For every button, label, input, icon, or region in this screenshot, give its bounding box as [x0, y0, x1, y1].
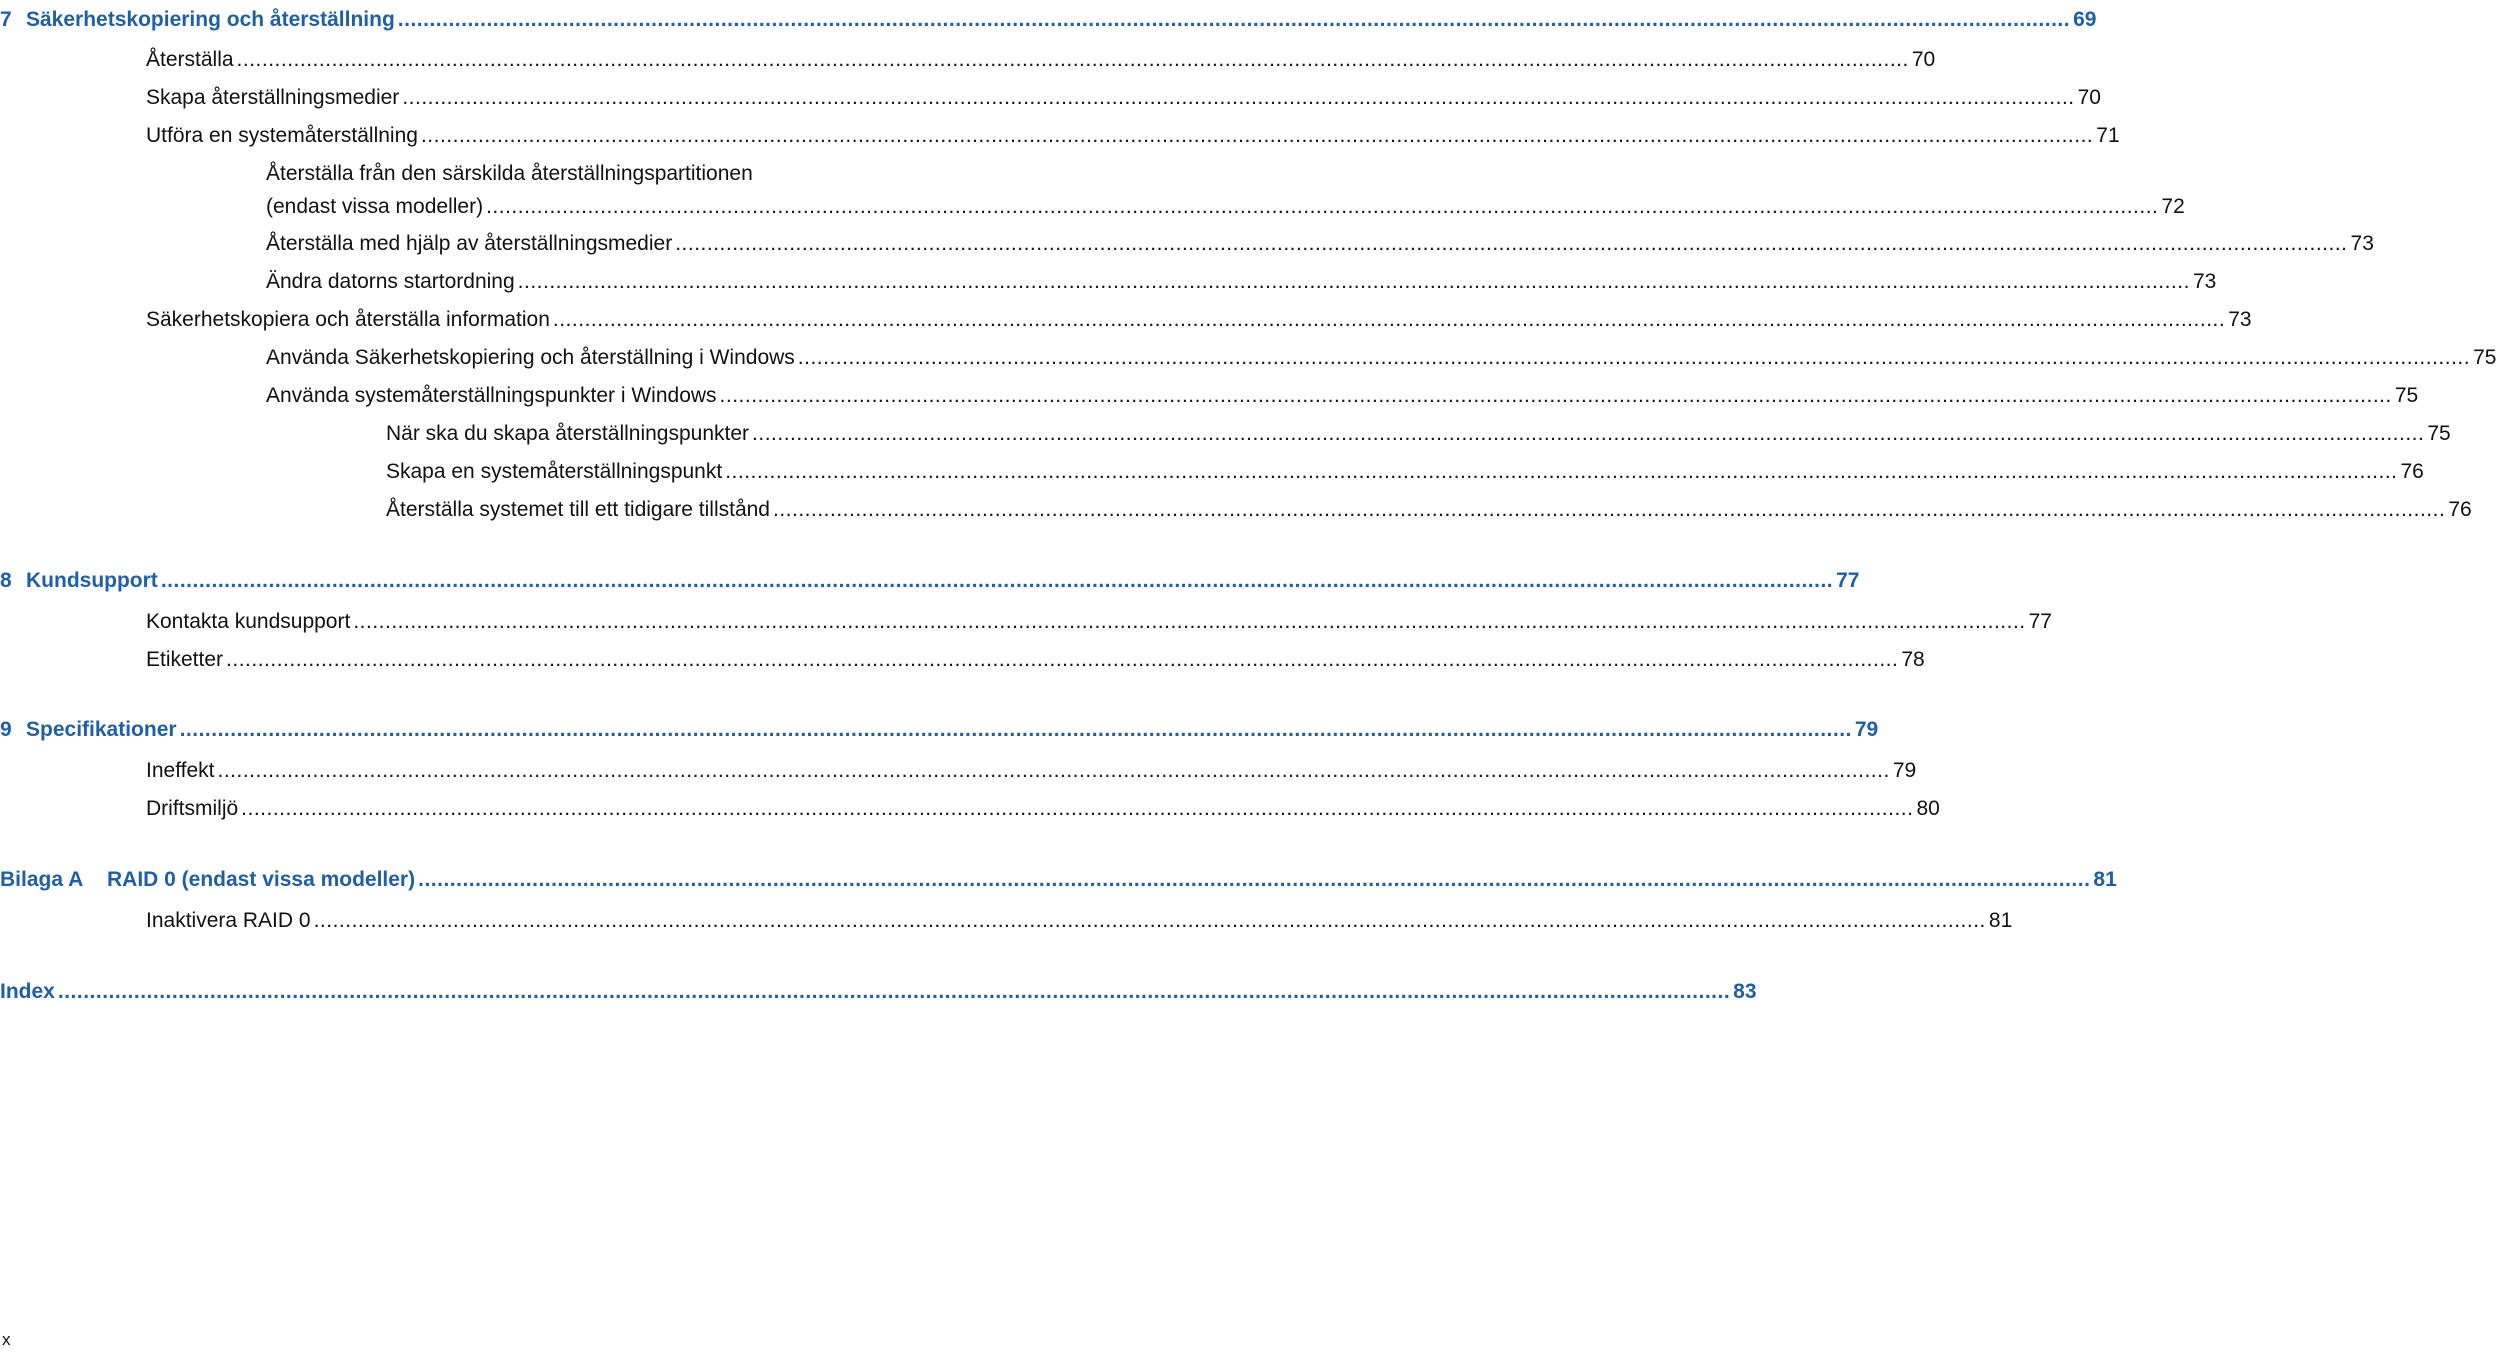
- leader-dots: [58, 979, 1730, 1005]
- leader-dots: [773, 497, 2445, 523]
- entry-title: Använda Säkerhetskopiering och återställning i Windows: [266, 346, 795, 369]
- toc-chapter-8[interactable]: [0, 568, 1860, 594]
- leader-dots: [675, 231, 2347, 257]
- toc-entry[interactable]: [0, 609, 2052, 635]
- toc-entry[interactable]: [0, 421, 2451, 447]
- leader-dots: [161, 568, 1833, 594]
- page-ref: 73: [2192, 270, 2217, 293]
- toc-entry[interactable]: [0, 908, 2013, 934]
- entry-title: Ändra datorns startordning: [266, 270, 515, 293]
- leader-dots: [720, 383, 2392, 409]
- page-ref: 83: [1733, 980, 1757, 1003]
- toc-index[interactable]: [0, 979, 1757, 1005]
- leader-dots: [553, 307, 2225, 333]
- leader-dots: [226, 647, 1898, 673]
- entry-title: Utföra en systemåterställning: [146, 124, 418, 147]
- entry-title: (endast vissa modeller): [266, 195, 484, 218]
- leader-dots: [180, 717, 1852, 743]
- entry-title: Återställa systemet till ett tidigare tillstånd: [386, 498, 770, 521]
- toc-entry[interactable]: [0, 647, 1925, 673]
- toc-entry[interactable]: [0, 497, 2472, 523]
- chapter-number: 8: [0, 569, 12, 592]
- page-ref: 77: [1836, 569, 1860, 592]
- entry-title: Säkerhetskopiera och återställa information: [146, 308, 550, 331]
- leader-dots: [518, 269, 2190, 295]
- toc-entry[interactable]: [0, 758, 1917, 784]
- entry-title: Återställa: [146, 48, 234, 71]
- leader-dots: [798, 345, 2470, 371]
- page-ref: 73: [2350, 232, 2374, 255]
- leader-dots: [353, 609, 2025, 635]
- page-ref: 81: [2093, 868, 2117, 891]
- toc-entry[interactable]: [0, 307, 2252, 333]
- leader-dots: [486, 194, 2158, 220]
- entry-title: Skapa en systemåterställningspunkt: [386, 460, 723, 483]
- page-ref: 77: [2028, 610, 2052, 633]
- page-ref: 76: [2400, 460, 2424, 483]
- chapter-number: 7: [0, 8, 12, 31]
- toc-entry[interactable]: [0, 796, 1940, 822]
- toc-entry[interactable]: [0, 383, 2419, 409]
- toc-entry[interactable]: [0, 47, 1936, 73]
- page-ref: 81: [1988, 909, 2013, 932]
- leader-dots: [218, 758, 1890, 784]
- leader-dots: [421, 123, 2093, 149]
- page-ref: 79: [1854, 718, 1879, 741]
- toc-entry[interactable]: [0, 85, 2101, 111]
- entry-title: Återställa med hjälp av återställningsmedier: [266, 232, 673, 255]
- toc-entry[interactable]: [0, 345, 2496, 371]
- page-ref: 70: [1911, 48, 1936, 71]
- leader-dots: [237, 47, 1909, 73]
- page-ref: 76: [2448, 498, 2472, 521]
- page-ref: 78: [1901, 648, 1925, 671]
- toc-entry[interactable]: [0, 459, 2424, 485]
- entry-title: Kontakta kundsupport: [146, 610, 351, 633]
- entry-title: Etiketter: [146, 648, 224, 671]
- page-ref: 72: [2161, 195, 2185, 218]
- page-ref: 79: [1892, 759, 1917, 782]
- page-ref: 75: [2427, 422, 2451, 445]
- toc-entry[interactable]: [0, 269, 2217, 295]
- entry-title: Driftsmiljö: [146, 797, 239, 820]
- page-ref: 71: [2096, 124, 2120, 147]
- leader-dots: [752, 421, 2424, 447]
- appendix-label: Bilaga A: [0, 868, 84, 891]
- entry-title: Ineffekt: [146, 759, 215, 782]
- entry-title-line1[interactable]: Återställa från den särskilda återställningspartitionen: [266, 162, 753, 185]
- leader-dots: [402, 85, 2074, 111]
- leader-dots: [725, 459, 2397, 485]
- page-number: x: [2, 1330, 11, 1349]
- entry-title: Inaktivera RAID 0: [146, 909, 311, 932]
- chapter-title: 9 Specifikationer: [0, 718, 177, 741]
- page-ref: 69: [2073, 8, 2097, 31]
- toc-entry[interactable]: [0, 123, 2120, 149]
- chapter-number: 9: [0, 718, 12, 741]
- index-title: Index: [0, 980, 55, 1003]
- entry-title: Skapa återställningsmedier: [146, 86, 400, 109]
- page-ref: 80: [1916, 797, 1940, 820]
- leader-dots: [418, 867, 2090, 893]
- leader-dots: [241, 796, 1913, 822]
- page-ref: 75: [2394, 384, 2419, 407]
- toc-chapter-7[interactable]: [0, 7, 2097, 33]
- chapter-title: 7 Säkerhetskopiering och återställning: [0, 8, 395, 31]
- chapter-title: 8 Kundsupport: [0, 569, 158, 592]
- appendix-title: Bilaga A RAID 0 (endast vissa modeller): [0, 868, 416, 891]
- page-ref: 70: [2077, 86, 2101, 109]
- entry-title: Använda systemåterställningspunkter i Windows: [266, 384, 717, 407]
- toc-appendix-a[interactable]: [0, 867, 2117, 893]
- page-ref: 75: [2473, 346, 2496, 369]
- leader-dots: [398, 7, 2070, 33]
- toc-entry[interactable]: [0, 231, 2374, 257]
- toc-chapter-9[interactable]: [0, 717, 1879, 743]
- page-ref: 73: [2228, 308, 2252, 331]
- entry-title: När ska du skapa återställningspunkter: [386, 422, 750, 445]
- toc-entry[interactable]: [0, 194, 2185, 220]
- leader-dots: [314, 908, 1986, 934]
